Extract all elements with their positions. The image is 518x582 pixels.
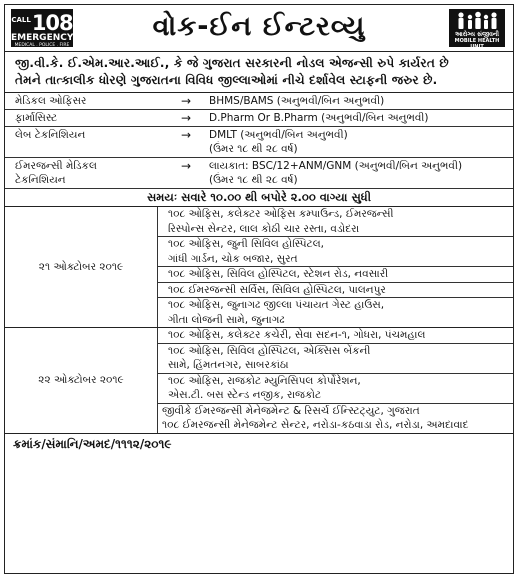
qualification-line: લાયકાત: BSC/12+ANM/GNM (અનુભવી/બિન અનુભવી)	[209, 160, 463, 172]
venue-line: એસ.ટી. બસ સ્ટેન્ડ નજીક, રાજકોટ	[168, 389, 322, 401]
venue-address	[158, 328, 514, 344]
post-row	[5, 127, 513, 158]
intro-line-1: જી.વી.કે. ઈ.એમ.આર.આઈ., કે જે ગુજરાત સરકારની નોડલ એજન્સી રુપે કાર્યરત છે	[15, 56, 449, 70]
venue-line: રિસ્પોન્સ સેન્ટર, લાલ કોઠી ચાર રસ્તા, વડોદરા	[168, 222, 360, 235]
logo-subtext: MEDICAL . POLICE . FIRE	[14, 43, 70, 48]
post-name	[5, 158, 167, 189]
post-qualification	[205, 158, 513, 189]
header	[5, 5, 513, 52]
venue-address	[158, 403, 514, 433]
post-row	[5, 158, 513, 189]
intro-text	[5, 52, 513, 93]
age-limit-line: (ઉંમર ૧૮ થી ૨૮ વર્ષ)	[209, 174, 298, 186]
venue-address	[158, 282, 514, 298]
post-name-line: ઈમરજન્સી મેડિકલ	[15, 160, 97, 172]
venue-line: ૧૦૮ ઓફિસ, રાજકોટ મ્યુનિસિપલ કોર્પોરેશન,	[168, 374, 361, 387]
venue-line: ૧૦૮ ઓફિસ, કલેક્ટર ઓફિસ કમ્પાઉન્ડ, ઈમરજન્સી	[168, 208, 394, 220]
venue-address	[158, 207, 514, 237]
mobile-health-unit-logo	[449, 9, 505, 50]
venue-line: ગીતા લોજની સામે, જુનાગઢ	[168, 313, 285, 326]
qualification-line: DMLT (અનુભવી/બિન અનુભવી)	[209, 129, 348, 141]
logo-call-text: CALL	[11, 16, 31, 24]
venue-line: ૧૦૮ ઓફિસ, કલેક્ટર કચેરી, સેવા સદન-૧, ગોધરા, પંચમહાલ	[168, 329, 426, 341]
venue-address	[158, 298, 514, 328]
qualification-line: D.Pharm Or B.Pharm (અનુભવી/બિન અનુભવી)	[209, 112, 429, 124]
venue-line: ૧૦૮ ઓફિસ, જુનાગઢ જીલ્લા પંચાયત ગેસ્ટ હાઉસ,	[168, 299, 385, 311]
age-limit-line: (ઉંમર ૧૮ થી ૨૮ વર્ષ)	[209, 143, 298, 155]
logo-english-text: MOBILE HEALTH UNIT	[454, 38, 500, 50]
post-qualification	[205, 93, 513, 110]
interview-date: ૨૨ ઓક્ટોબર ૨૦૧૯	[5, 328, 158, 434]
venue-line: ૧૦૮ ઈમરજન્સી સર્વિસ, સિવિલ હોસ્પિટલ, પાલનપુર	[168, 283, 386, 296]
venue-line: ગાંધી ગાર્ડન, ચોક બજાર, સુરત	[168, 252, 298, 265]
post-qualification	[205, 110, 513, 127]
post-name	[5, 93, 167, 110]
advertisement	[4, 4, 514, 574]
post-name-line: ફાર્માસિસ્ટ	[15, 112, 58, 124]
schedule-row	[5, 328, 513, 344]
venue-line: ૧૦૮ ઓફિસ, સિવિલ હોસ્પિટલ, સ્ટેશન રોડ, નવસારી	[168, 268, 389, 280]
venue-line: સામે, હિંમતનગર, સાબરકાંઠા	[168, 359, 289, 371]
venue-address	[158, 343, 514, 373]
logo-gujarati-text: આરોગ્ય સંજીવની	[454, 31, 499, 38]
arrow-icon: →	[167, 127, 205, 158]
posts-table	[5, 93, 513, 189]
schedule-table	[5, 207, 513, 434]
interview-timing: સમયઃ સવારે ૧૦.૦૦ થી બપોરે ૨.૦૦ વાગ્યા સુધી	[5, 189, 513, 207]
venue-line: ૧૦૮ ઈમરજન્સી મેનેજમેન્ટ સેન્ટર, નરોડા-કઠવાડા રોડ, નરોડા, અમદાવાદ	[162, 419, 469, 431]
post-name-line: મેડિકલ ઓફિસર	[15, 95, 87, 107]
logo-number: 108	[31, 11, 73, 35]
qualification-line: BHMS/BAMS (અનુભવી/બિન અનુભવી)	[209, 95, 385, 107]
logo-emergency-text: EMERGENCY	[11, 33, 74, 43]
venue-line: ૧૦૮ ઓફિસ, સિવિલ હોસ્પિટલ, એક્સિસ બેંકની	[168, 344, 371, 357]
arrow-icon: →	[167, 93, 205, 110]
venue-line: જીવીકે ઈમરજન્સી મેનેજમેન્ટ & રિસર્ચ ઈન્સ્ટિટ્યુટ, ગુજરાત	[162, 404, 420, 417]
page-title: વોક-ઈન ઈન્ટરવ્યુ	[152, 11, 366, 42]
post-name-line: લેબ ટેકનિશિયન	[15, 129, 86, 141]
post-row	[5, 93, 513, 110]
family-icon	[455, 11, 499, 31]
reference-number: ક્રમાંક/સંમાનિ/અમદ/૧૧૧૨/૨૦૧૯	[13, 436, 172, 451]
venue-address	[158, 237, 514, 267]
post-name	[5, 127, 167, 158]
interview-date: ૨૧ ઓક્ટોબર ૨૦૧૯	[5, 207, 158, 328]
schedule-row	[5, 207, 513, 237]
intro-line-2: તેમને તાત્કાલીક ધોરણે ગુજરાતના વિવિધ જીલ્લાઓમાં નીચે દર્શાવેલ સ્ટાફની જરુર છે.	[15, 73, 438, 87]
post-name-line: ટેકનિશિયન	[15, 174, 66, 186]
venue-address	[158, 373, 514, 403]
venue-address	[158, 267, 514, 283]
venue-line: ૧૦૮ ઓફિસ, જુની સિવિલ હોસ્પિટલ,	[168, 238, 325, 250]
arrow-icon: →	[167, 158, 205, 189]
arrow-icon: →	[167, 110, 205, 127]
post-qualification	[205, 127, 513, 158]
post-name	[5, 110, 167, 127]
post-row	[5, 110, 513, 127]
